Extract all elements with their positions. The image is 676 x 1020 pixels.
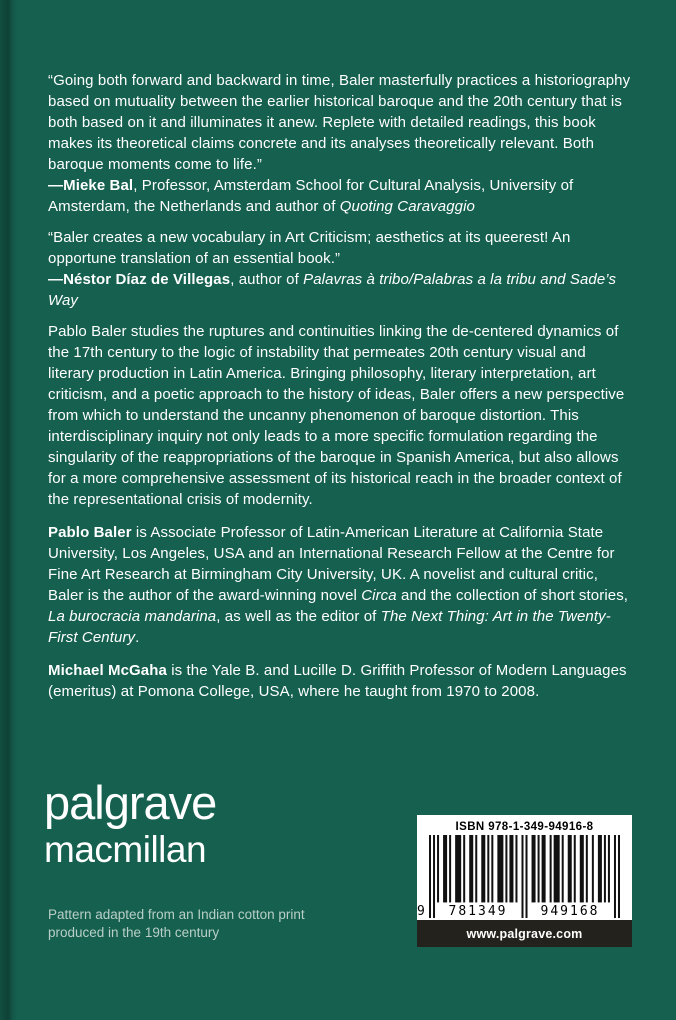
author-name-michael-mcgaha: Michael McGaha [48, 662, 167, 679]
book-title-la-burocracia-mandarina: La burocracia mandarina [48, 608, 217, 625]
back-cover-text [48, 70, 634, 702]
logo-palgrave: palgrave [44, 776, 217, 829]
barcode-panel [417, 815, 632, 947]
spine-shadow [0, 0, 18, 1020]
barcode-digit-lead: 9 [417, 904, 425, 919]
book-title-circa: Circa [361, 587, 397, 604]
author-name-pablo-baler: Pablo Baler [48, 524, 132, 541]
publisher-logo [44, 776, 217, 870]
endorser-name-mieke-bal: —Mieke Bal [48, 177, 134, 194]
book-description [48, 321, 634, 510]
barcode-digits [417, 904, 620, 920]
endorsement-quote-2 [48, 227, 634, 269]
logo-macmillan: macmillan [44, 829, 207, 870]
book-title-the-next-thing: The Next Thing: Art in the Twenty-First Century [48, 608, 611, 646]
bio-1-text-d: . [135, 629, 140, 646]
author-bio-michael-mcgaha [48, 660, 634, 702]
barcode-digit-group-2: 949168 [529, 904, 611, 920]
endorser-title-1: , Professor, Amsterdam School for Cultural Analysis, University of Amsterdam, the Netherlands and author of [48, 177, 574, 215]
quote-2-text: “Baler creates a new vocabulary in Art Criticism; aesthetics at its queerest! An opportune translation of an essential book.” [48, 229, 571, 267]
publisher-website: www.palgrave.com [417, 920, 632, 947]
bio-1-text-a: is Associate Professor of Latin-American Literature at California State University, Los Angeles, USA and an International Research Fellow at the Centre for Fine Art Research at Birmingham City University, UK. A novelist and cultural critic, Baler is the author of the award-winning novel [48, 524, 615, 604]
endorsement-attribution-1 [48, 175, 634, 217]
endorser-title-2: , author of [230, 271, 304, 288]
author-bio-pablo-baler [48, 522, 634, 648]
quote-1-text: “Going both forward and backward in time, Baler masterfully practices a historiography based on mutuality between the earlier historical baroque and the 20th century that is both based on it and illuminates it anew. Replete with detailed readings, this book makes its theoretical claims concrete and its analyses theoretically relevant. Both baroque moments come to life.” [48, 72, 631, 173]
bio-1-text-c: , as well as the editor of [216, 608, 381, 625]
endorser-name-nestor-diaz: —Néstor Díaz de Villegas [48, 271, 231, 288]
book-description-text: Pablo Baler studies the ruptures and continuities linking the de-centered dynamics of the 17th century to the logic of instability that permeates 20th century visual and literary production in Latin America. Bringing philosophy, literary interpretation, art criticism, and a poetic approach to the history of ideas, Baler offers a new perspective from which to understand the uncanny phenomenon of baroque distortion. This interdisciplinary inquiry not only leads to a more specific formulation regarding the singularity of the reappropriations of the baroque in Spanish America, but also allows for a more comprehensive assessment of its historical reach in the broader context of the representational crisis of modernity. [48, 323, 625, 508]
barcode [417, 835, 620, 919]
cited-work-quoting-caravaggio: Quoting Caravaggio [339, 198, 475, 215]
barcode-digit-group-1: 781349 [437, 904, 519, 920]
pattern-credit-note: Pattern adapted from an Indian cotton print produced in the 19th century [48, 907, 305, 940]
endorsement-attribution-2 [48, 269, 634, 311]
endorsement-quote-1 [48, 70, 634, 175]
bio-2-text: is the Yale B. and Lucille D. Griffith Professor of Modern Languages (emeritus) at Pomona College, USA, where he taught from 1970 to 2008. [48, 662, 627, 700]
bio-1-text-b: and the collection of short stories, [396, 587, 629, 604]
cited-works-palavras-sades-way: Palavras à tribo/Palabras a la tribu and Sade’s Way [48, 271, 617, 309]
isbn-label: ISBN 978-1-349-94916-8 [455, 821, 594, 833]
